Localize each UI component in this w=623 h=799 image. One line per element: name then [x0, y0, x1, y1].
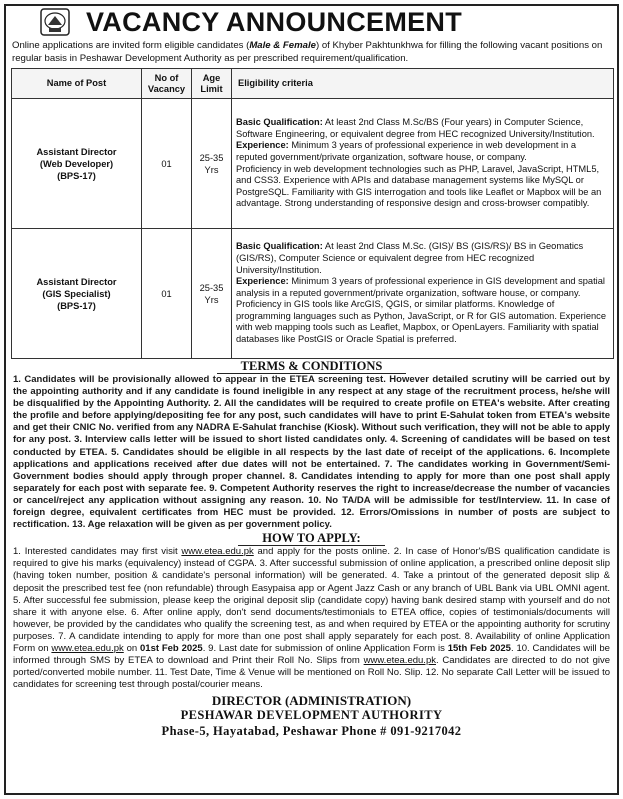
experience: [236, 276, 609, 299]
opening-date: 01st Feb 2025: [140, 642, 203, 654]
how-to-apply: [6, 546, 617, 691]
pda-logo-icon: [40, 8, 70, 36]
terms-heading: [6, 359, 617, 374]
col-header-age: Age Limit: [192, 69, 232, 99]
post-scale: (BPS-17): [57, 170, 96, 181]
basic-text: At least 2nd Class M.Sc/BS (Four years) in Computer Science, Software Engineering, or equivalent degree from HEC recognized University/Institution.: [236, 117, 595, 139]
eligibility-criteria: [232, 229, 614, 359]
vacancy-count: 01: [142, 229, 192, 359]
col-header-post: Name of Post: [12, 69, 142, 99]
age-limit: [192, 99, 232, 229]
howto-text: . Candidates are directed to do not give ported/converted mobile number. 11. Test Date, Time & Venue will be mentioned on Roll No. Slip. 12. No separate Call Letter will be issued to candidates for screening test through postal/courier means.: [13, 655, 610, 691]
basic-qualification: [236, 241, 609, 276]
howto-text: . 9. Last date for submission of online Application Form is: [202, 642, 448, 654]
post-subtitle: (GIS Specialist): [42, 288, 111, 299]
experience-label: Experience:: [236, 140, 289, 151]
eligibility-criteria: [232, 99, 614, 229]
age-range: 25-35: [199, 282, 224, 293]
howto-heading: [6, 531, 617, 546]
basic-label: Basic Qualification:: [236, 241, 323, 252]
basic-text: At least 2nd Class M.Sc. (GIS)/ BS (GIS/RS)/ BS in Geomatics (GIS/RS), Computer Science or equivalent degree from HEC recognized University/Institution.: [236, 241, 584, 275]
vacancy-announcement: [4, 4, 619, 795]
table-row: [12, 99, 614, 229]
header: [6, 6, 617, 38]
howto-text: and apply for the posts online. 2. In case of Honor's/BS qualification candidate is required to give his marks (equivalency) instead of CGPA. 3. After successful submission of online application, a prescribed online deposit slip (having token number, position & candidate's personal information) will be generated. 4. Take a printout of the generated deposit slip & deposit the prescribed test fee (non refundable) through Easypaisa app or Agent Jazz Cash or any branch of UBL Bank via UBL OMNI agent. 5. After successful fee submission, please keep the original deposit slip (candidate copy) having bank desired stamp with yourself and do not share it with anyone else. 6. After online apply, don't send documents/testimonials to ETEA office, copies of testimonials/documents will however, be provided by the candidates who qualify the screening test, as and when required by ETEA or the appointing authority for scrutiny purposes. 7. A candidate intending to apply for more than one post shall apply separately for each post. 8. Availability of online Application Form on: [13, 546, 610, 654]
intro-text-end: ) of Khyber Pakhtunkhwa for filling the following vacant positions on regular basis in Peshawar Development Authority as per prescribed requirement/qualification.: [12, 40, 603, 64]
basic-label: Basic Qualification:: [236, 117, 323, 128]
vacancy-table: [11, 68, 614, 359]
age-unit: Yrs: [204, 294, 219, 305]
experience: [236, 140, 609, 163]
post-name: [12, 99, 142, 229]
terms-heading-text: TERMS & CONDITIONS: [217, 359, 407, 374]
age-limit: [192, 229, 232, 359]
closing-date: 15th Feb 2025: [447, 642, 511, 654]
howto-heading-text: HOW TO APPLY:: [238, 531, 384, 546]
footer-designation: DIRECTOR (ADMINISTRATION): [211, 693, 412, 709]
basic-qualification: [236, 117, 609, 140]
howto-text: 1. Interested candidates may first visit: [13, 546, 182, 558]
age-unit: Yrs: [204, 164, 219, 175]
page-title: VACANCY ANNOUNCEMENT: [86, 7, 463, 37]
experience-label: Experience:: [236, 276, 289, 287]
col-header-criteria: Eligibility criteria: [232, 69, 614, 99]
age-range: 25-35: [199, 152, 224, 163]
post-title: Assistant Director: [36, 146, 117, 157]
terms-conditions: 1. Candidates will be provisionally allowed to appear in the ETEA screening test. However detailed scrutiny will be carried out by the appointing authority and if any candidate is found ineligible in any respect at any stage of the recruitment process, he/she will be disqualified by the Appointing Authority. 2. All the candidates will be required to create profile on ETEA's website. After creating the profile and before applying/depositing fee for any post, such candidates will have to print E-Sahulat token from ETEA's website and get their CNIC No. verified from any NADRA E-Sahulat franchise (Kiosk). Without such verification, they will not be able to apply for any post. 3. Interview calls letter will be issued to short listed candidates only. 4. Screening of candidates will be based on test conducted by ETEA. 5. Candidates should be eligible in all respects by the last date of receipt of the applications. 6. Incomplete applications and applications received after due dates will not be entertained. 7. The candidates working in Government/Semi-Government bodies should apply through proper channel. 8. Candidates intending to apply for more than one post shall apply separately for each post with separate fee. 9. Competent Authority reserves the right to increase/decrease the number of vacancies or cancel/reject any application without assigning any reason. 10. No TA/DA will be admissible for test/Interview. 11. In case of foreign degree, equivalent certificates from HEC must be provided. 12. Errors/Omissions in number of posts are subject to rectification. 13. Age relaxation will be given as per government policy.: [13, 374, 610, 531]
howto-text: on: [123, 642, 140, 654]
post-name: [12, 229, 142, 359]
vacancy-count: 01: [142, 99, 192, 229]
post-subtitle: (Web Developer): [39, 158, 114, 169]
etea-link[interactable]: www.etea.edu.pk: [51, 642, 124, 654]
experience-text: Minimum 3 years of professional experience in GIS development and spatial analysis in a reputed government/private organization, software house, or company.: [236, 276, 605, 298]
footer-address: Phase-5, Hayatabad, Peshawar Phone # 091-9217042: [161, 724, 462, 739]
post-scale: (BPS-17): [57, 300, 96, 311]
howto-text: . 10. Candidates will be informed through SMS by ETEA to download and Print their Roll No. Slips from: [13, 642, 610, 667]
footer-organization: PESHAWAR DEVELOPMENT AUTHORITY: [180, 708, 443, 723]
skills-text: Proficiency in web development technologies such as PHP, Laravel, JavaScript, HTML5, and CSS3. Experience with APIs and database management systems like MySQL or PostgreSQL. Familiarity with GIS interrogation and tools like Leaflet or Mapbox will be an advantage. Strong understanding of responsive design and cross-browser compatibly.: [236, 163, 602, 209]
experience-text: Minimum 3 years of professional experience in web development in a reputed government/private organization, software house, or company.: [236, 140, 577, 162]
col-header-vacancy: No of Vacancy: [142, 69, 192, 99]
skills-text: Proficiency in GIS tools like ArcGIS, QGIS, or similar platforms. Knowledge of programming languages such as Python, JavaScript, or R for GIS automation. Experience with web mapping tools such as Leaflet, Mapbox, or OpenLayers. Familiarity with spatial databases like PostGIS or Oracle Spatial is preferred.: [236, 299, 606, 345]
intro-emphasis: Male & Female: [249, 40, 316, 51]
table-row: [12, 229, 614, 359]
etea-link[interactable]: www.etea.edu.pk: [363, 655, 436, 667]
etea-link[interactable]: www.etea.edu.pk: [181, 546, 254, 558]
intro-text: Online applications are invited form eligible candidates (: [12, 40, 250, 51]
post-title: Assistant Director: [36, 276, 117, 287]
footer: [6, 693, 617, 739]
intro-paragraph: [6, 38, 617, 68]
